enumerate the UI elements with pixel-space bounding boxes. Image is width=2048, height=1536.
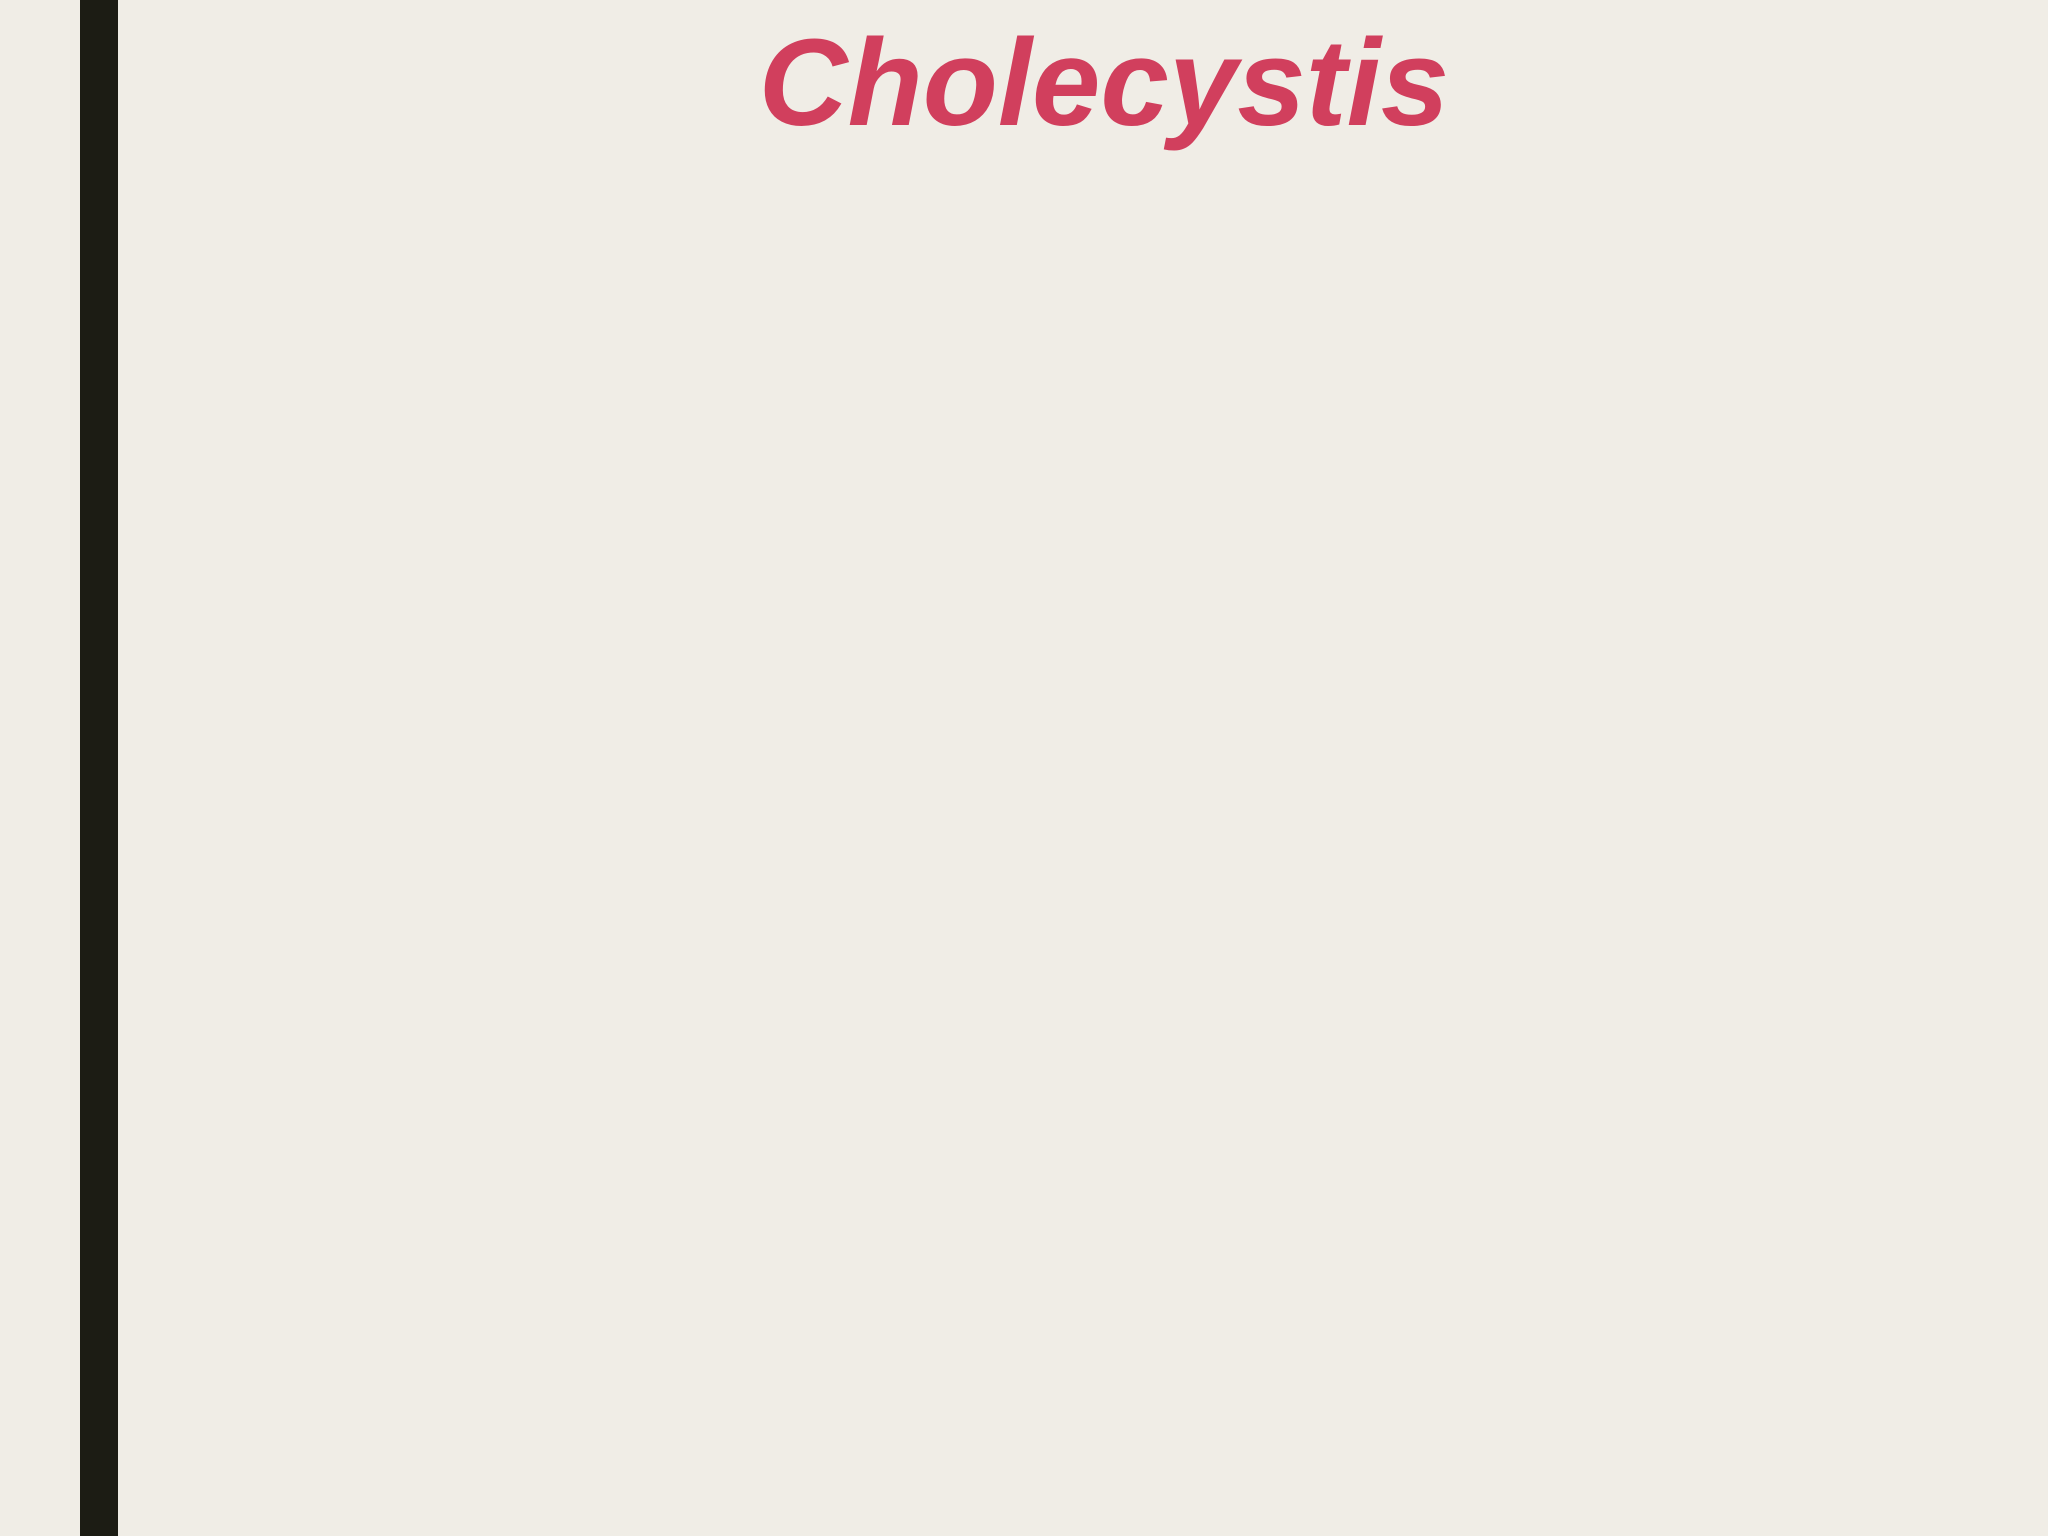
left-accent-bar: [80, 0, 118, 1536]
slide-title: Cholecystis: [758, 15, 1450, 152]
